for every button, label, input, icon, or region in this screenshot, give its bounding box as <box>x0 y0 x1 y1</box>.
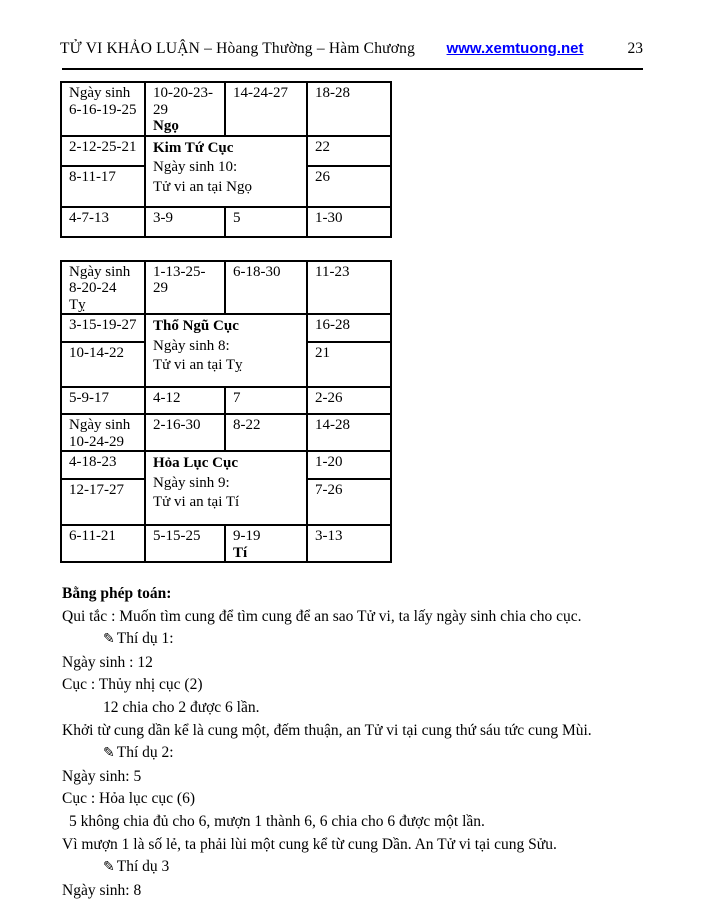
example-2-birthday: Ngày sinh: 5 <box>62 767 142 785</box>
kim-tu-cuc-table <box>60 81 392 238</box>
example-2-result: Vì mượn 1 là số lẻ, ta phải lùi một cung kể từ cung Dần. An Tử vi tại cung Sửu. <box>62 835 557 853</box>
cung-label-ty: Tỵ <box>69 296 86 313</box>
example-1-cuc: Cục : Thủy nhị cục (2) <box>62 676 203 694</box>
t3-r1c3-cell: 8-22 <box>225 414 307 451</box>
t3-r3c4-cell: 7-26 <box>307 479 391 525</box>
t1-r4c4-cell: 1-30 <box>307 207 391 237</box>
cuc-title: Kim Tứ Cục <box>153 139 234 156</box>
table-row <box>61 525 391 562</box>
t1-r4c1-cell: 4-7-13 <box>61 207 145 237</box>
example-2-calculation: 5 không chia đủ cho 6, mượn 1 thành 6, 6 chia cho 6 được một lần. <box>69 812 485 830</box>
t2-corner-cell: Ngày sinh 8-20-24 Tỵ <box>61 261 145 315</box>
t3-r3c1-cell: 12-17-27 <box>61 479 145 525</box>
table-row <box>61 207 391 237</box>
t2-r1c4-cell: 11-23 <box>307 261 391 315</box>
t2-r4c2-cell: 4-12 <box>145 387 225 414</box>
t2-r4c1-cell: 5-9-17 <box>61 387 145 414</box>
t1-r2c1-cell: 2-12-25-21 <box>61 136 145 166</box>
t2-r3c4-cell: 21 <box>307 342 391 387</box>
t2-center-cell: Thổ Ngũ Cục Ngày sinh 8: Tử vi an tại Tỵ <box>145 314 307 387</box>
hoa-luc-cuc-table <box>60 413 392 563</box>
t3-r4c3-cell: 9-19 Tí <box>225 525 307 562</box>
t2-r3c1-cell: 10-14-22 <box>61 342 145 387</box>
example-3-label: ✎ Thí dụ 3 <box>103 858 170 876</box>
t2-r1c3-cell: 6-18-30 <box>225 261 307 315</box>
t1-r3c1-cell: 8-11-17 <box>61 166 145 207</box>
t3-r4c4-cell: 3-13 <box>307 525 391 562</box>
t3-center-cell: Hỏa Lục Cục Ngày sinh 9: Tử vi an tại Tí <box>145 451 307 525</box>
example-2-label: ✎ Thí dụ 2: <box>103 744 174 762</box>
cung-label-ngo: Ngọ <box>153 118 179 134</box>
rule-sentence: Qui tắc : Muốn tìm cung để tìm cung để an sao Tử vi, ta lấy ngày sinh chia cho cục. <box>62 607 582 625</box>
page-number: 23 <box>627 40 643 57</box>
t3-r1c2-cell: 2-16-30 <box>145 414 225 451</box>
website-link[interactable]: www.xemtuong.net <box>446 40 584 57</box>
example-2-cuc: Cục : Hỏa lục cục (6) <box>62 790 195 808</box>
cung-label-ti: Tí <box>233 544 248 561</box>
t1-r3c4-cell: 26 <box>307 166 391 207</box>
table-row <box>61 261 391 315</box>
table-row <box>61 387 391 414</box>
pen-icon: ✎ <box>103 632 115 648</box>
t1-r1c3-cell: 14-24-27 <box>225 82 307 136</box>
example-1-birthday: Ngày sinh : 12 <box>62 653 153 671</box>
table-row <box>61 414 391 451</box>
tho-ngu-cuc-table <box>60 260 392 416</box>
table-row <box>61 314 391 342</box>
cuc-title: Hỏa Lục Cục <box>153 455 239 471</box>
example-1-label: ✎ Thí dụ 1: <box>103 630 174 648</box>
t3-r1c4-cell: 14-28 <box>307 414 391 451</box>
t2-r1c2-cell: 1-13-25-29 <box>145 261 225 315</box>
t1-center-cell: Kim Tứ Cục Ngày sinh 10: Tử vi an tại Ngọ <box>145 136 307 207</box>
t1-r4c3-cell: 5 <box>225 207 307 237</box>
t1-corner-cell: Ngày sinh 6-16-19-25 <box>61 82 145 136</box>
section-heading: Bằng phép toán: <box>62 585 172 602</box>
t3-r2c1-cell: 4-18-23 <box>61 451 145 479</box>
t3-r2c4-cell: 1-20 <box>307 451 391 479</box>
t2-r4c3-cell: 7 <box>225 387 307 414</box>
cuc-title: Thổ Ngũ Cục <box>153 318 239 334</box>
table-row <box>61 451 391 479</box>
t3-corner-cell: Ngày sinh 10-24-29 <box>61 414 145 451</box>
t1-r2c4-cell: 22 <box>307 136 391 166</box>
t3-r4c2-cell: 5-15-25 <box>145 525 225 562</box>
header-title: TỬ VI KHẢO LUẬN – Hòang Thường – Hàm Chương <box>60 40 416 57</box>
t1-r1c4-cell: 18-28 <box>307 82 391 136</box>
page-header <box>60 40 643 58</box>
body-text <box>60 583 643 902</box>
t1-r4c2-cell: 3-9 <box>145 207 225 237</box>
t1-r1c2-cell: 10-20-23- 29 Ngọ <box>145 82 225 136</box>
example-1-calculation: 12 chia cho 2 được 6 lần. <box>103 698 260 716</box>
table-row <box>61 136 391 166</box>
header-divider <box>62 68 643 70</box>
pen-icon: ✎ <box>103 860 115 876</box>
table-row <box>61 82 391 136</box>
example-3-birthday: Ngày sinh: 8 <box>62 881 142 899</box>
pen-icon: ✎ <box>103 746 115 762</box>
t2-r2c4-cell: 16-28 <box>307 314 391 342</box>
t2-r2c1-cell: 3-15-19-27 <box>61 314 145 342</box>
t3-r4c1-cell: 6-11-21 <box>61 525 145 562</box>
t2-r4c4-cell: 2-26 <box>307 387 391 414</box>
example-1-result: Khởi từ cung dần kể là cung một, đếm thuận, an Tử vi tại cung thứ sáu tức cung Mùi. <box>62 721 592 739</box>
